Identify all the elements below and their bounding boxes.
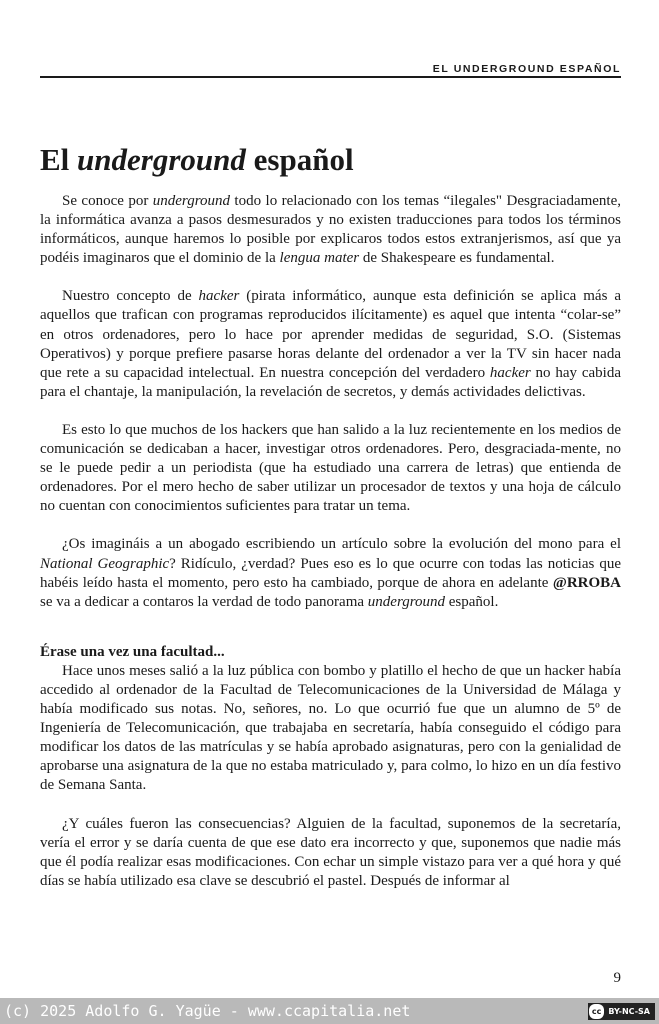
section-subheading: Érase una vez una facultad...: [40, 643, 225, 660]
paragraph-4: ¿Os imagináis a un abogado escribiendo un artículo sobre la evolución del mono para el National Geographic? Ridículo, ¿verdad? Pues eso es lo que ocurre con todas las noticias que habéis leído hasta el momento, pero esto ha cambiado, porque de ahora en adelante @RROBA se va a dedicar a contaros la verdad de todo panorama underground español.: [40, 536, 621, 610]
article-title: El underground español: [40, 142, 354, 177]
cc-icon: cc: [589, 1004, 604, 1019]
paragraph-5: Hace unos meses salió a la luz pública con bombo y platillo el hecho de que un hacker había accedido al ordenador de la Facultad de Telecomunicaciones de la Universidad de Málaga y había modificado sus notas. No, señores, no. Lo que ocurrió fue que un alumno de 5º de Ingeniería de Telecomunicación, que trabajaba en secretaría, había conseguido el código para modificar los datos de las matrículas y se había aprobado asignaturas, pero con la genialidad de aprobarse una asignatura de la que no estaba matriculado y, para colmo, lo hizo en un día festivo de Semana Santa.: [40, 662, 621, 794]
paragraph-6: ¿Y cuáles fueron las consecuencias? Alguien de la facultad, suponemos de la secretaría, vería el error y se daría cuenta de que ese dato era incorrecto y que, suponemos que nadie más que él podía realizar esas modificaciones. Con echar un simple vistazo para ver a qué hora y qué días se había utilizado esa clave se descubrió el pastel. Después de informar al: [40, 815, 621, 889]
running-head: EL UNDERGROUND ESPAÑOL: [432, 63, 621, 75]
footer-credit: (c) 2025 Adolfo G. Yagüe - www.ccapitalia.net: [4, 1002, 411, 1020]
paragraph-1: Se conoce por underground todo lo relacionado con los temas “ilegales" Desgraciadamente, la informática avanza a pasos desmesurados y no existen traducciones para todos los términos informáticos, aunque haremos lo posible por explicaros todos estos extranjerismos, así que ya podéis imaginaros que el dominio de la lengua mater de Shakespeare es fundamental.: [40, 193, 622, 267]
footer-bar: [0, 998, 659, 1024]
paragraph-2: Nuestro concepto de hacker (pirata informático, aunque esta definición se aplica más a aquellos que trafican con programas reproducidos ilícitamente) es aquel que intenta “colar-se” en otros ordenadores, pero lo hace por aprender medidas de seguridad, S.O. (Sistemas Operativos) y porque prefiere pasarse horas delante del ordenador a ver la TV sin hacer nada que rete a su capacidad intelectual. En nuestra concepción del verdadero hacker no hay cabida para el chantaje, la manipulación, la revelación de secretos, y demás actividades delictivas.: [40, 288, 621, 400]
header-rule: [40, 76, 621, 78]
paragraph-3: Es esto lo que muchos de los hackers que han salido a la luz recientemente en los medios de comunicación se dedicaban a hacer, investigar otros ordenadores. Pero, desgraciada-mente, no se le puede pedir a un periodista (que ha estudiado una carrera de letras) que entienda de ordenadores. Por el mero hecho de saber utilizar un procesador de textos y una hoja de cálculo no cuentan con conocimientos suficientes para tratar un tema.: [40, 421, 621, 515]
article-body: [40, 192, 621, 891]
cc-license-badge: [588, 1003, 655, 1020]
page-number: 9: [613, 970, 621, 986]
cc-license-label: BY-NC-SA: [608, 1007, 650, 1016]
